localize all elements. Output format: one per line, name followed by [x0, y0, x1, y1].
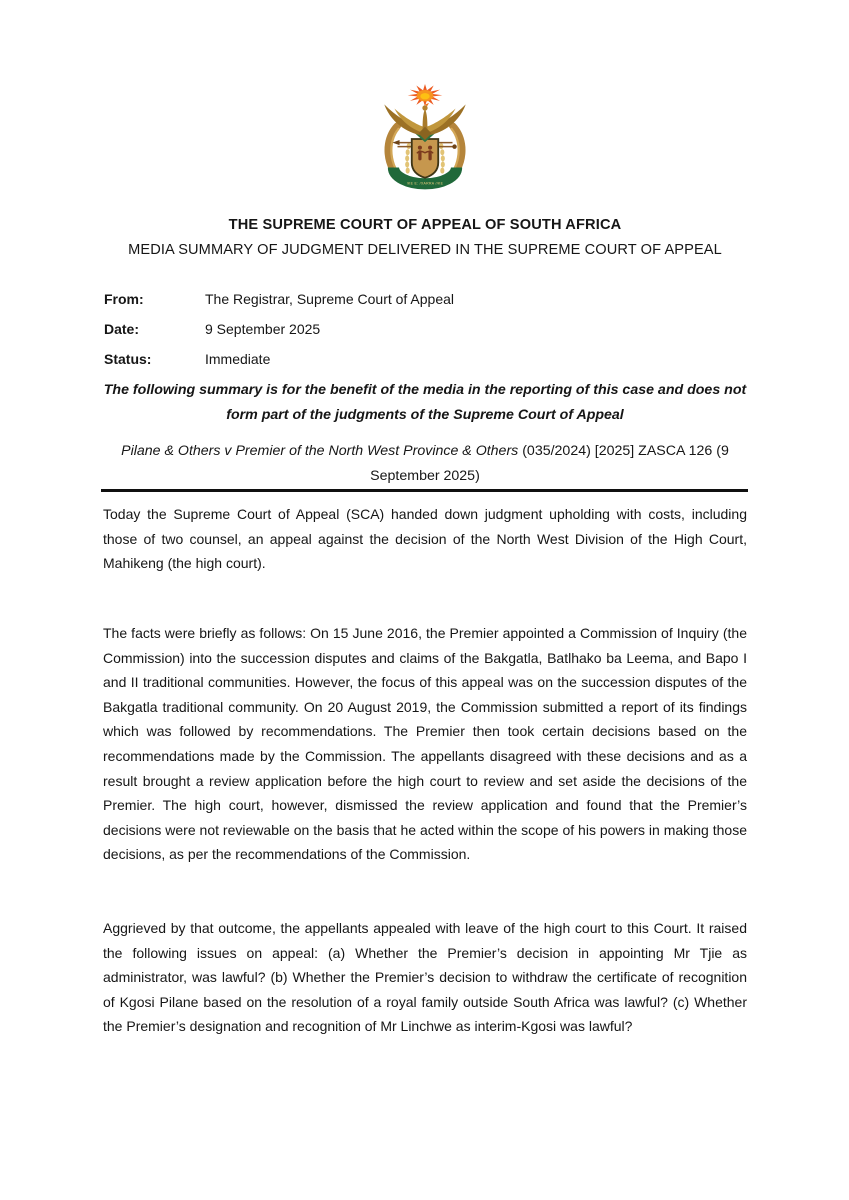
case-name: Pilane & Others v Premier of the North West Province & Others — [121, 443, 519, 459]
divider-rule — [101, 489, 748, 492]
date-label: Date: — [104, 321, 140, 337]
paragraph-facts: The facts were briefly as follows: On 15 June 2016, the Premier appointed a Commission of Inquiry (the Commission) into the succession disputes and claims of the Bakgatla, Batlhako ba Leema, and Bapo I and II traditional communities. However, the focus of this appeal was on the succession disputes of the Bakgatla traditional community. On 20 August 2019, the Commission submitted a report of its findings which was followed by recommendations. The Premier then took certain decisions based on the recommendations made by the Commission. The appellants disagreed with these decisions and as a result brought a review application before the high court to review and set aside the decisions of the Premier. The high court, however, dismissed the review application and found that the Premier’s decisions were not reviewable on the basis that he acted within the scope of his powers in making those decisions, as per the recommendations of the Commission. — [103, 625, 747, 863]
bird-neck — [422, 109, 427, 130]
shield — [411, 139, 437, 178]
meta-row-from — [104, 291, 748, 307]
from-value: The Registrar, Supreme Court of Appeal — [205, 291, 455, 307]
sun-core — [420, 93, 429, 99]
meta-row-date — [104, 321, 748, 337]
paragraph-judgment-outcome: Today the Supreme Court of Appeal (SCA) handed down judgment upholding with costs, including those of two counsel, an appeal against the decision of the North West Division of the High Court, Mahikeng (the high court). — [103, 506, 747, 572]
meta-row-status — [104, 351, 748, 367]
status-label: Status: — [104, 351, 152, 367]
wheat-right — [439, 143, 445, 174]
from-label: From: — [104, 291, 144, 307]
page-title: THE SUPREME COURT OF APPEAL OF SOUTH AFRICA — [228, 217, 622, 233]
motto-text: !KE E: /XARRA //KE — [406, 181, 443, 186]
case-citation — [95, 439, 755, 488]
media-notice: The following summary is for the benefit of the media in the reporting of this case and does not form part of the judgments of the Supreme Court of Appeal — [103, 382, 747, 423]
coat-of-arms — [0, 83, 849, 193]
coat-of-arms-south-africa-icon — [378, 83, 472, 193]
wheat-left — [405, 143, 411, 174]
status-value: Immediate — [205, 351, 271, 367]
paragraph-issues-on-appeal: Aggrieved by that outcome, the appellants appealed with leave of the high court to this Court. It raised the following issues on appeal: (a) Whether the Premier’s decision in appointing Mr Tjie as administrator, was lawful? (b) Whether the Premier’s decision to withdraw the certificate of recognition of Kgosi Pilane based on the resolution of a royal family outside South Africa was lawful? (c) Whether the Premier’s designation and recognition of Mr Linchwe as interim-Kgosi was lawful? — [103, 920, 747, 1035]
date-value: 9 September 2025 — [205, 321, 321, 337]
page-subtitle: MEDIA SUMMARY OF JUDGMENT DELIVERED IN THE SUPREME COURT OF APPEAL — [128, 242, 722, 258]
case-reference: (035/2024) [2025] ZASCA 126 (9 September 2025) — [370, 443, 729, 484]
knob — [452, 144, 456, 148]
